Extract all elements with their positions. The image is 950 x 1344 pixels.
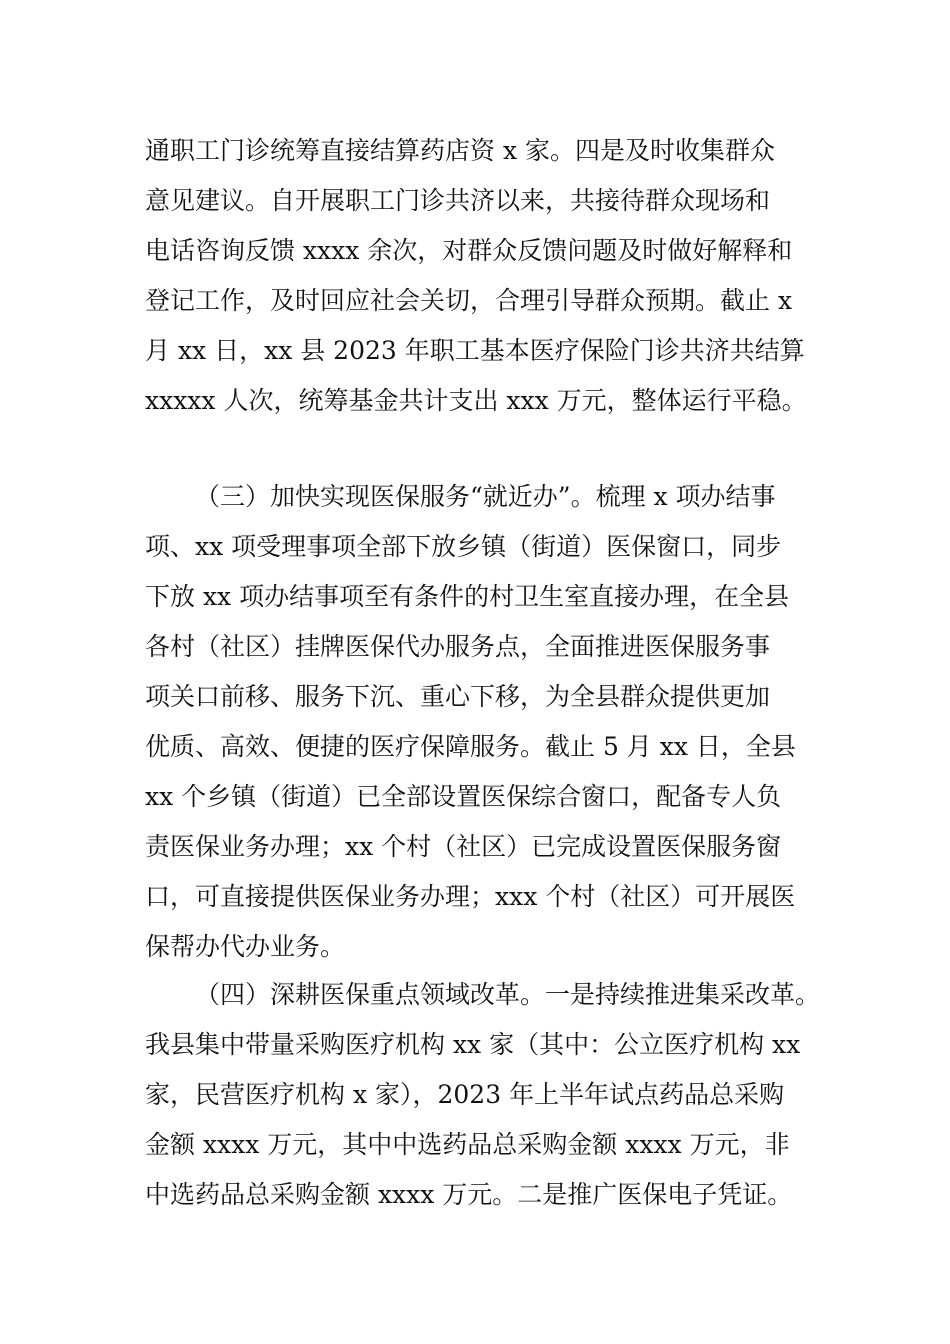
text-line-first: （四）深耕医保重点领域改革。一是持续推进集采改革。	[195, 980, 821, 1009]
text-line: 电话咨询反馈 xxxx 余次，对群众反馈问题及时做好解释和	[145, 236, 793, 265]
paragraph-section-three	[145, 472, 815, 972]
text-line: 通职工门诊统筹直接结算药店资 x 家。四是及时收集群众	[145, 136, 775, 165]
text-line: xx 个乡镇（街道）已全部设置医保综合窗口，配备专人负	[145, 782, 782, 811]
text-line: 意见建议。自开展职工门诊共济以来，共接待群众现场和	[145, 186, 771, 215]
text-line-first: （三）加快实现医保服务“就近办”。梳理 x 项办结事	[195, 482, 776, 511]
text-line: 中选药品总采购金额 xxxx 万元。二是推广医保电子凭证。	[145, 1180, 793, 1209]
paragraph-continuation	[145, 126, 815, 426]
text-line: 优质、高效、便捷的医疗保障服务。截止 5 月 xx 日，全县	[145, 732, 796, 761]
text-line: 保帮办代办业务。	[145, 932, 346, 961]
text-line: 月 xx 日，xx 县 2023 年职工基本医疗保险门诊共济共结算	[145, 336, 805, 365]
text-line: 各村（社区）挂牌医保代办服务点，全面推进医保服务事	[145, 632, 771, 661]
text-line: 责医保业务办理；xx 个村（社区）已完成设置医保服务窗	[145, 832, 782, 861]
text-line: 家，民营医疗机构 x 家），2023 年上半年试点药品总采购	[145, 1080, 785, 1109]
paragraph-section-four	[145, 970, 821, 1220]
text-line: 下放 xx 项办结事项至有条件的村卫生室直接办理，在全县	[145, 582, 790, 611]
text-line: 项关口前移、服务下沉、重心下移，为全县群众提供更加	[145, 682, 771, 711]
text-line: 我县集中带量采购医疗机构 xx 家（其中：公立医疗机构 xx	[145, 1030, 801, 1059]
text-line: 项、xx 项受理事项全部下放乡镇（街道）医保窗口，同步	[145, 532, 782, 561]
text-line: 口，可直接提供医保业务办理；xxx 个村（社区）可开展医	[145, 882, 796, 911]
text-line: xxxxx 人次，统筹基金共计支出 xxx 万元，整体运行平稳。	[145, 386, 807, 415]
text-line: 金额 xxxx 万元，其中中选药品总采购金额 xxxx 万元，非	[145, 1130, 790, 1159]
text-line: 登记工作，及时回应社会关切，合理引导群众预期。截止 x	[145, 286, 793, 315]
